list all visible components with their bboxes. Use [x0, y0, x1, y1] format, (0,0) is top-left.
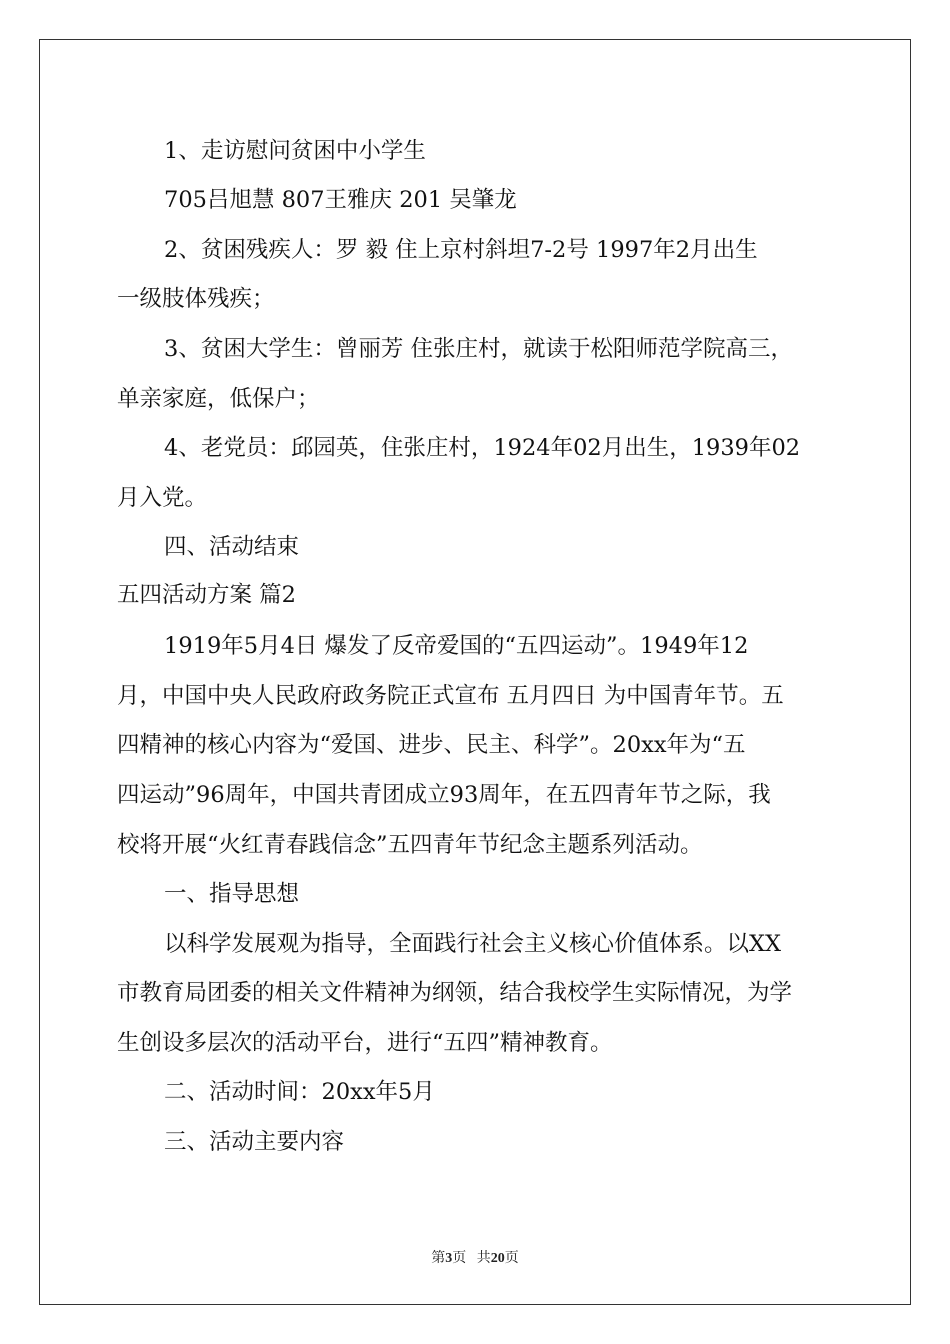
text-line: 市教育局团委的相关文件精神为纲领，结合我校学生实际情况，为学	[117, 980, 793, 1006]
text-line: 1919年5月4日 爆发了反帝爱国的“五四运动”。1949年12	[164, 633, 749, 659]
text-line: 4、老党员：邱园英，住张庄村，1924年02月出生，1939年02	[164, 435, 801, 461]
text-line: 3、贫困大学生：曾丽芳 住张庄村，就读于松阳师范学院高三，	[164, 336, 793, 362]
text-line: 校将开展“火红青春践信念”五四青年节纪念主题系列活动。	[117, 832, 703, 858]
section-heading: 四、活动结束	[164, 534, 300, 560]
article-title: 五四活动方案 篇2	[117, 582, 296, 608]
section-heading: 三、活动主要内容	[164, 1129, 345, 1155]
text-line: 月入党。	[117, 485, 208, 511]
text-line: 705吕旭慧 807王雅庆 201 吴肇龙	[164, 187, 517, 213]
text-line: 单亲家庭，低保户；	[117, 386, 320, 412]
footer-total-prefix: 共	[476, 1251, 491, 1266]
footer-page-suffix: 页	[452, 1251, 467, 1266]
text-line: 月，中国中央人民政府政务院正式宣布 五月四日 为中国青年节。五	[117, 683, 784, 709]
text-line: 1、走访慰问贫困中小学生	[164, 138, 426, 164]
footer-page-prefix: 第	[431, 1251, 446, 1266]
text-line: 生创设多层次的活动平台，进行“五四”精神教育。	[117, 1030, 613, 1056]
text-line: 四运动”96周年，中国共青团成立93周年，在五四青年节之际，我	[117, 782, 771, 808]
text-line: 一级肢体残疾；	[117, 286, 275, 312]
section-heading: 一、指导思想	[164, 881, 300, 907]
text-line: 2、贫困残疾人：罗 毅 住上京村斜坦7-2号 1997年2月出生	[164, 237, 758, 263]
page-border	[39, 39, 911, 1305]
text-line: 四精神的核心内容为“爱国、进步、民主、科学”。20xx年为“五	[117, 732, 746, 758]
footer-total-suffix: 页	[504, 1251, 519, 1266]
page-footer	[0, 1247, 950, 1267]
section-heading: 二、活动时间：20xx年5月	[164, 1079, 435, 1105]
text-line: 以科学发展观为指导，全面践行社会主义核心价值体系。以XX	[164, 931, 782, 957]
footer-page-number: 3	[445, 1251, 453, 1266]
footer-total-pages: 20	[490, 1251, 505, 1266]
